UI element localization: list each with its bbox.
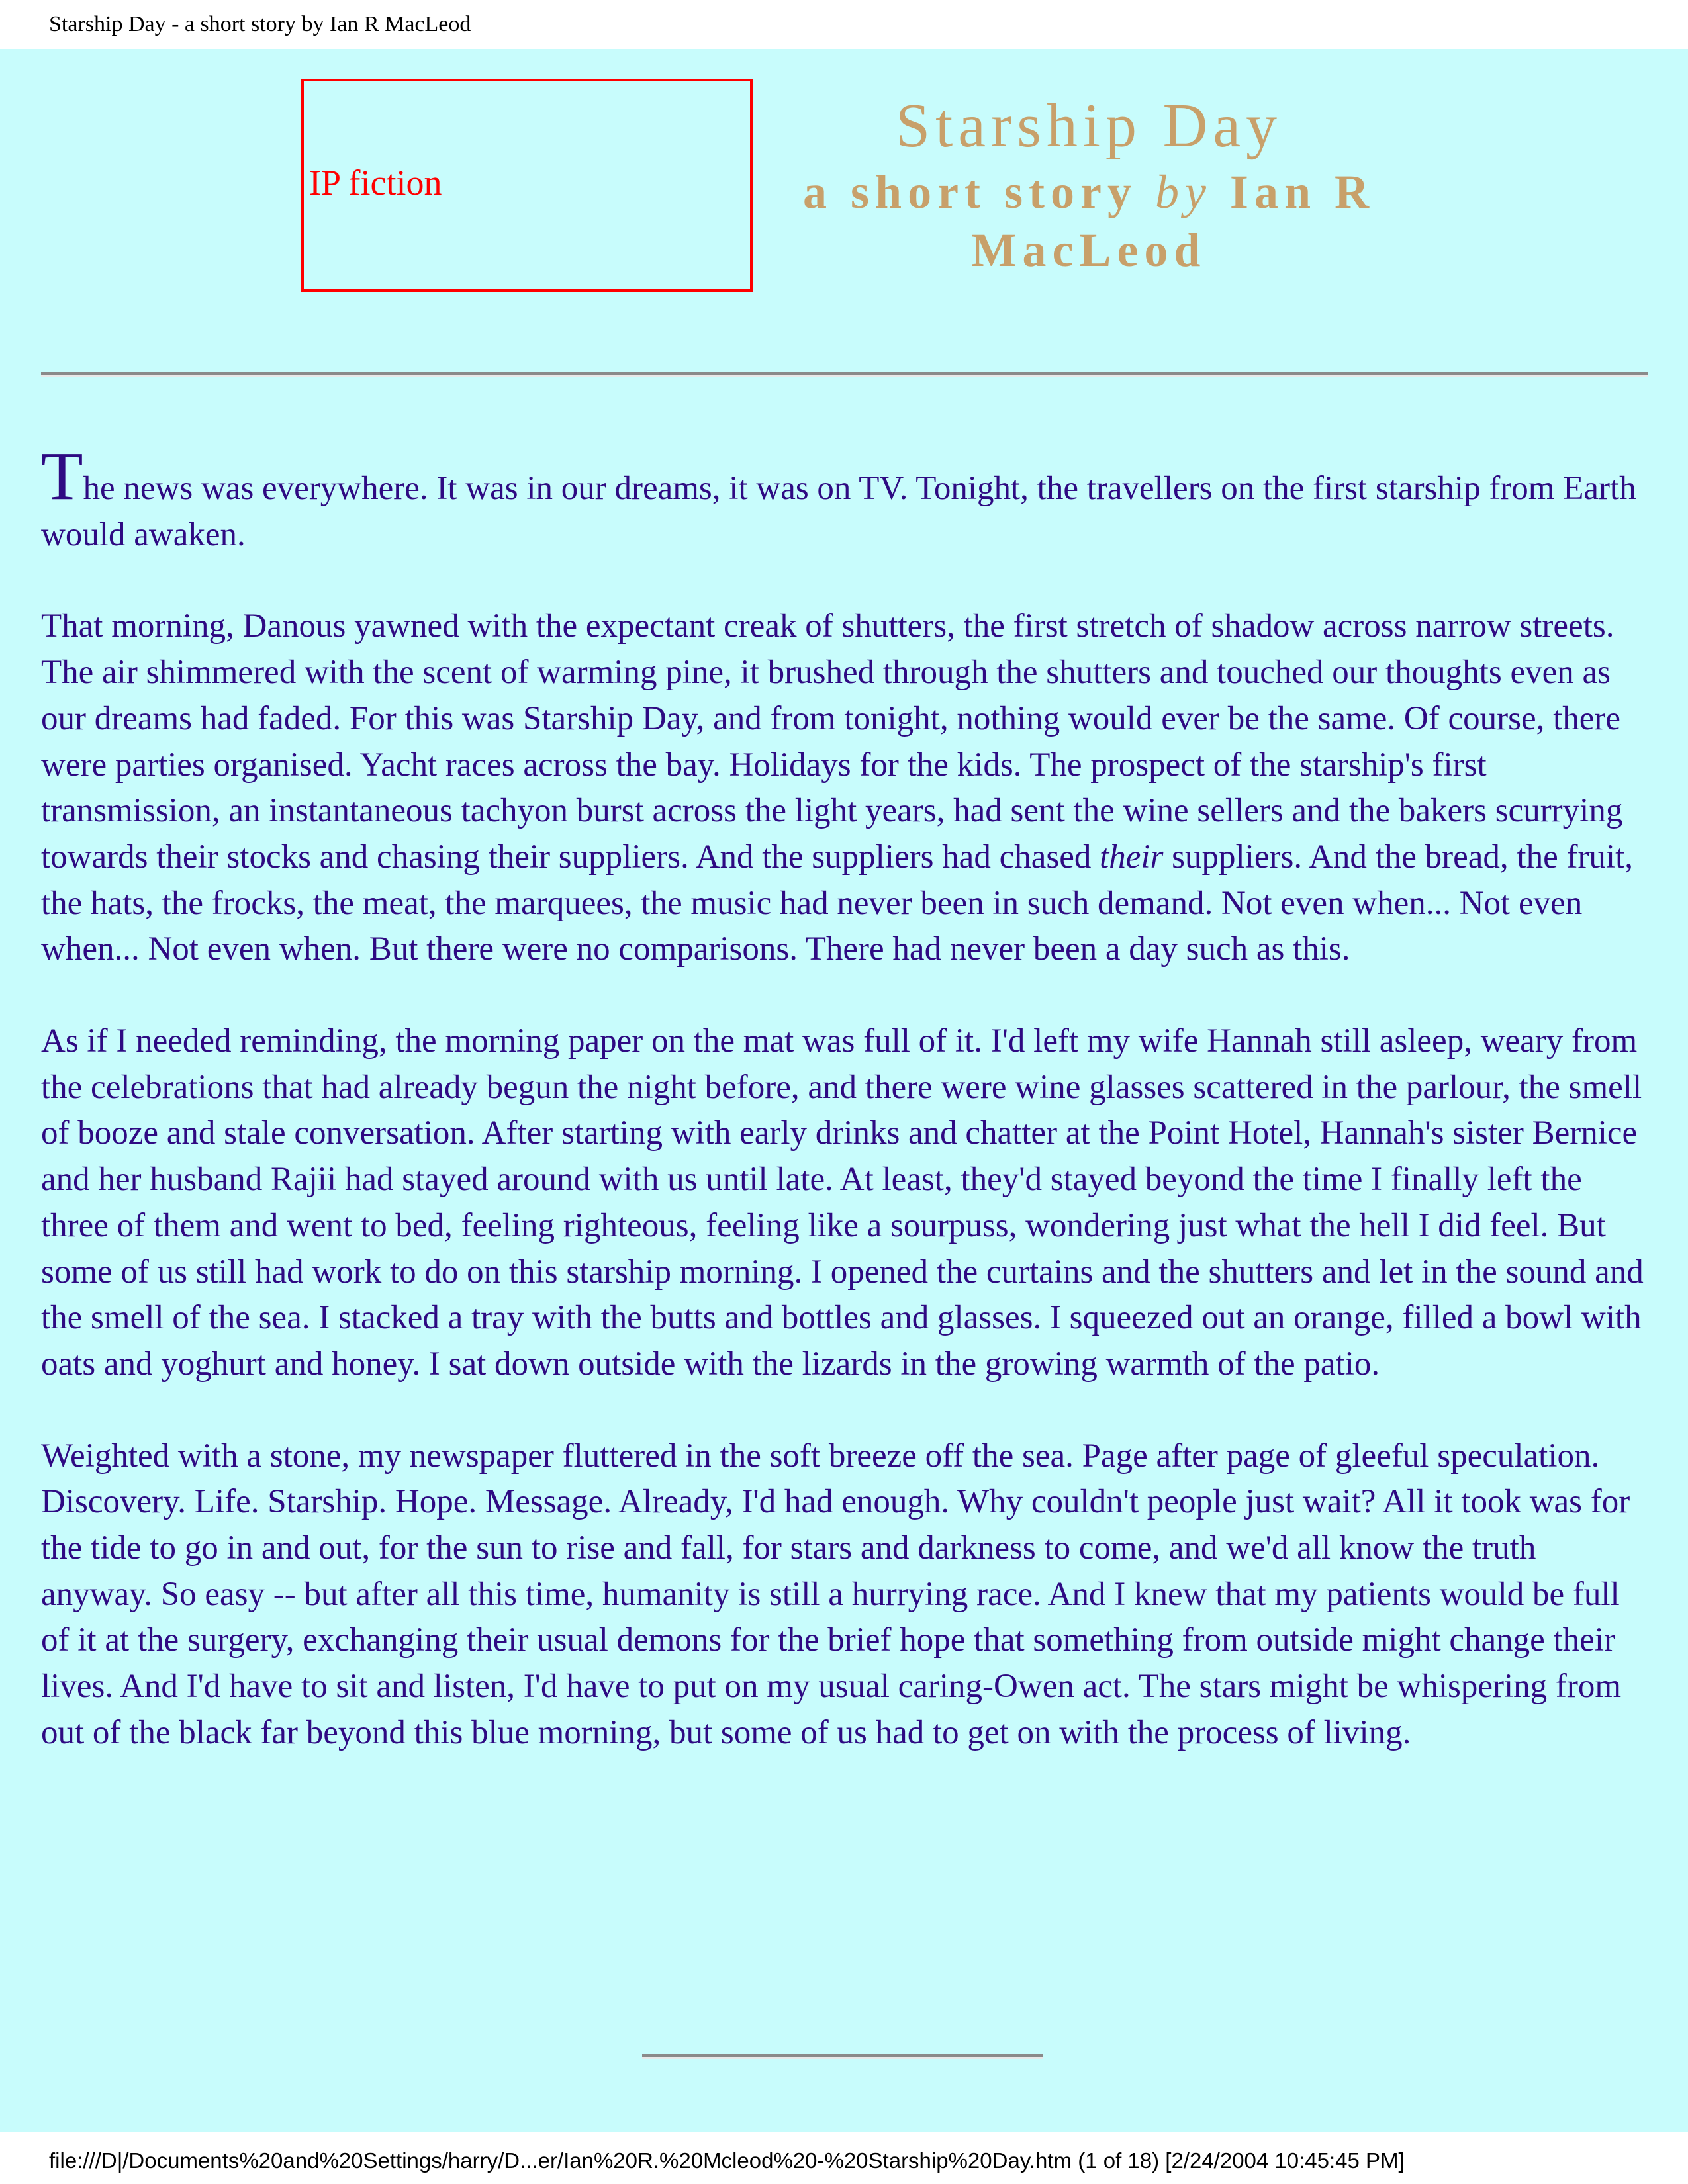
- paragraph-2-text-b: suppliers. And the bread, the fruit, the hats, the frocks, the meat, the marquees, the music had never been in such demand. Not even when... Not even when... Not even when. But there were no comparisons. There had never been a day such as this.: [41, 838, 1634, 968]
- print-footer: [0, 2132, 1688, 2184]
- story-title-block: [741, 89, 1436, 279]
- paragraph-2-text-a: That morning, Danous yawned with the expectant creak of shutters, the first stretch of shadow across narrow streets. The air shimmered with the scent of warming pine, it brushed through the shutters and touched our thoughts even as our dreams had faded. For this was Starship Day, and from tonight, nothing would ever be the same. Of course, there were parties organised. Yacht races across the bay. Holidays for the kids. The prospect of the starship's first transmission, an instantaneous tachyon burst across the light years, had sent the wine sellers and the bakers scurrying towards their stocks and chasing their suppliers. And the suppliers had chased: [41, 608, 1623, 876]
- author-name: Ian R MacLeod: [971, 165, 1375, 277]
- drop-cap: T: [41, 438, 83, 514]
- story-subtitle: [741, 163, 1436, 279]
- story-title: Starship Day: [895, 91, 1283, 160]
- logo-alt-text: IP fiction: [309, 163, 442, 203]
- paragraph-3: As if I needed reminding, the morning paper on the mat was full of it. I'd left my wife Hannah still asleep, weary from the celebrations that had already begun the night before, and there were wine glasses scattered in the parlour, the smell of booze and stale conversation. After starting with early drinks and chatter at the Point Hotel, Hannah's sister Bernice and her husband Rajii had stayed around with us until late. At least, they'd stayed beyond the time I finally left the three of them and went to bed, feeling righteous, feeling like a sourpuss, wondering just what the hell I did feel. But some of us still had work to do on this starship morning. I opened the curtains and the shutters and let in the sound and the smell of the sea. I stacked a tray with the butts and bottles and glasses. I squeezed out an orange, filled a bowl with oats and yoghurt and honey. I sat down outside with the lizards in the growing warmth of the patio.: [41, 1023, 1644, 1383]
- subtitle-by: by: [1154, 165, 1212, 218]
- print-footer-url: file:///D|/Documents%20and%20Settings/harry/D...er/Ian%20R.%20Mcleod%20-%20Starship%20Day.htm (1 of 18) [2/24/2004 10:45:45 PM]: [49, 2148, 1405, 2173]
- paragraph-2-emphasis: their: [1100, 838, 1164, 876]
- paragraph-1: [41, 438, 1648, 558]
- paragraph-4: Weighted with a stone, my newspaper fluttered in the soft breeze off the sea. Page after page of gleeful speculation. Discovery. Life. Starship. Hope. Message. Already, I'd had enough. Why couldn't people just wait? All it took was for the tide to go in and out, for the sun to rise and fall, for stars and darkness to come, and we'd all know the truth anyway. So easy -- but after all this time, humanity is still a hurrying race. And I knew that my patients would be full of it at the surgery, exchanging their usual demons for the brief hope that something from outside might change their lives. And I'd have to sit and listen, I'd have to put on my usual caring-Owen act. The stars might be whispering from out of the black far beyond this blue morning, but some of us had to get on with the process of living.: [41, 1437, 1630, 1751]
- subtitle-text: a short story: [803, 165, 1137, 218]
- divider-bottom: [642, 2054, 1043, 2059]
- ip-fiction-logo-link[interactable]: [301, 79, 753, 292]
- story-body: [41, 438, 1648, 1802]
- paragraph-2: [41, 604, 1648, 973]
- paragraph-1-text: he news was everywhere. It was in our dreams, it was on TV. Tonight, the travellers on the first starship from Earth would awaken.: [41, 470, 1636, 553]
- print-header: [0, 0, 1688, 49]
- page-content: [0, 49, 1688, 2132]
- divider-top: [41, 372, 1648, 377]
- print-header-title: Starship Day - a short story by Ian R MacLeod: [49, 12, 471, 36]
